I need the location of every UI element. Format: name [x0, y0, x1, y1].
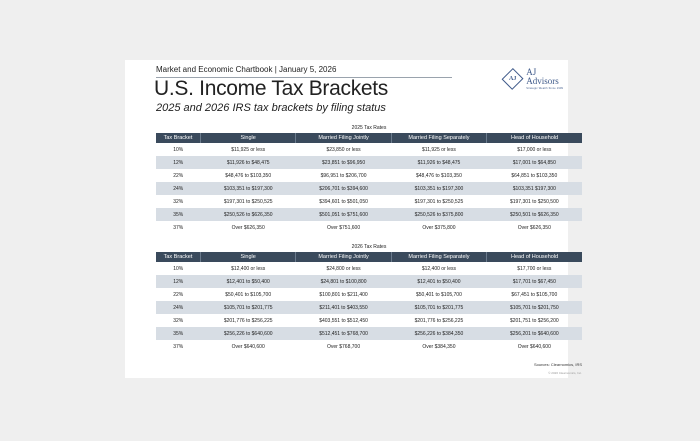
income-range-cell: $256,226 to $384,350 — [391, 327, 486, 340]
col-head-of-household: Head of Household — [487, 252, 582, 262]
income-range-cell: $96,951 to $206,700 — [320, 172, 367, 179]
table-row — [156, 262, 582, 275]
col-married-separately: Married Filing Separately — [391, 133, 486, 143]
table-row — [156, 340, 582, 353]
col-tax-bracket: Tax Bracket — [156, 133, 201, 143]
table-row — [156, 195, 582, 208]
income-range-cell: $12,400 or less — [421, 265, 457, 272]
income-range-cell: $256,201 to $640,600 — [487, 327, 582, 340]
table-row — [156, 208, 582, 221]
income-range-cell: $105,701 to $201,775 — [201, 301, 296, 314]
table-title: 2026 Tax Rates — [351, 244, 387, 250]
bracket-rate-cell: 24% — [156, 301, 201, 314]
table-row — [156, 288, 582, 301]
income-range-cell: $12,401 to $50,400 — [391, 275, 486, 288]
col-head-of-household: Head of Household — [487, 133, 582, 143]
income-range-cell: $50,401 to $105,700 — [415, 291, 462, 298]
income-range-cell: Over $751,600 — [327, 224, 361, 231]
bracket-rate-cell: 24% — [156, 182, 201, 195]
col-tax-bracket: Tax Bracket — [156, 252, 201, 262]
income-range-cell: $105,701 to $201,775 — [391, 301, 486, 314]
table-row — [156, 221, 582, 234]
income-range-cell: $256,226 to $640,600 — [201, 327, 296, 340]
income-range-cell: $250,526 to $375,800 — [391, 208, 486, 221]
income-range-cell: $17,701 to $67,450 — [487, 275, 582, 288]
income-range-cell: $11,926 to $48,475 — [201, 156, 296, 169]
income-range-cell: $206,701 to $394,600 — [296, 182, 391, 195]
bracket-rate-cell: 10% — [173, 146, 184, 153]
income-range-cell: $197,301 to $250,525 — [414, 198, 464, 205]
income-range-cell: $12,401 to $50,400 — [201, 275, 296, 288]
income-range-cell: $17,001 to $64,850 — [487, 156, 582, 169]
bracket-rate-cell: 12% — [156, 156, 201, 169]
income-range-cell: $394,601 to $501,050 — [319, 198, 368, 205]
table-title: 2025 Tax Rates — [351, 125, 387, 131]
income-range-cell: Over $384,350 — [422, 343, 456, 350]
income-range-cell: $24,801 to $100,800 — [296, 275, 391, 288]
income-range-cell: $512,451 to $768,700 — [296, 327, 391, 340]
income-range-cell: $17,000 or less — [517, 146, 552, 153]
bracket-rate-cell: 35% — [156, 327, 201, 340]
income-range-cell: $67,451 to $105,700 — [511, 291, 558, 298]
col-married-separately: Married Filing Separately — [391, 252, 486, 262]
income-range-cell: $23,850 or less — [326, 146, 361, 153]
income-range-cell: $24,800 or less — [326, 265, 361, 272]
income-range-cell: Over $626,350 — [517, 224, 551, 231]
income-range-cell: $17,700 or less — [517, 265, 552, 272]
logo-tagline: Strategic Wealth Since 1999 — [526, 87, 564, 90]
table-header-row — [156, 133, 582, 143]
table-row — [156, 275, 582, 288]
chartbook-page — [125, 60, 582, 378]
bracket-rate-cell: 22% — [173, 291, 184, 298]
income-range-cell: $103,351 to $197,300 — [391, 182, 486, 195]
income-range-cell: $11,925 or less — [231, 146, 266, 153]
income-range-cell: $100,801 to $211,400 — [319, 291, 368, 298]
sources-note: Sources: Clearnomics, IRS — [533, 362, 582, 367]
col-single: Single — [201, 133, 296, 143]
income-range-cell: $250,526 to $626,350 — [201, 208, 296, 221]
income-range-cell: Over $626,350 — [231, 224, 265, 231]
income-range-cell: $103,351 to $197,300 — [201, 182, 296, 195]
tax-table-2026 — [156, 243, 582, 353]
income-range-cell: Over $768,700 — [327, 343, 361, 350]
bracket-rate-cell: 22% — [173, 172, 184, 179]
table-row — [156, 314, 582, 327]
income-range-cell: $48,476 to $103,350 — [415, 172, 462, 179]
income-range-cell: $103,351 $197,300 — [487, 182, 582, 195]
table-row — [156, 301, 582, 314]
copyright-note: © 2026 Clearnomics, Inc. — [548, 371, 582, 375]
income-range-cell: $64,851 to $103,350 — [511, 172, 558, 179]
table-header-row — [156, 252, 582, 262]
logo-name: AJ Advisors — [526, 67, 559, 86]
income-range-cell: $201,751 to $256,200 — [509, 317, 559, 324]
table-row — [156, 169, 582, 182]
income-range-cell: $201,776 to $256,225 — [414, 317, 464, 324]
income-range-cell: Over $640,600 — [231, 343, 265, 350]
bracket-rate-cell: 35% — [156, 208, 201, 221]
income-range-cell: $105,701 to $201,750 — [487, 301, 582, 314]
bracket-rate-cell: 37% — [173, 343, 184, 350]
table-row — [156, 156, 582, 169]
bracket-rate-cell: 32% — [173, 198, 184, 205]
table-row — [156, 327, 582, 340]
income-range-cell: $48,476 to $103,350 — [225, 172, 272, 179]
income-range-cell: $211,401 to $403,550 — [296, 301, 391, 314]
income-range-cell: $50,401 to $105,700 — [225, 291, 272, 298]
income-range-cell: $197,301 to $250,500 — [509, 198, 559, 205]
table-row — [156, 182, 582, 195]
bracket-rate-cell: 10% — [173, 265, 184, 272]
income-range-cell: $501,051 to $751,600 — [296, 208, 391, 221]
income-range-cell: $403,551 to $512,450 — [319, 317, 368, 324]
income-range-cell: $250,501 to $626,350 — [487, 208, 582, 221]
bracket-rate-cell: 32% — [173, 317, 184, 324]
chartbook-header: Market and Economic Chartbook | January 5, 2026 — [156, 65, 337, 74]
bracket-rate-cell: 12% — [156, 275, 201, 288]
tax-table-2025 — [156, 124, 582, 234]
table-row — [156, 143, 582, 156]
col-single: Single — [201, 252, 296, 262]
company-logo — [505, 68, 568, 90]
income-range-cell: $23,851 to $96,950 — [296, 156, 391, 169]
col-married-jointly: Married Filing Jointly — [296, 133, 391, 143]
page-title: U.S. Income Tax Brackets — [154, 77, 389, 100]
page-subtitle: 2025 and 2026 IRS tax brackets by filing status — [156, 102, 386, 114]
income-range-cell: Over $375,800 — [422, 224, 456, 231]
income-range-cell: $12,400 or less — [231, 265, 266, 272]
bracket-rate-cell: 37% — [173, 224, 184, 231]
income-range-cell: Over $640,600 — [517, 343, 551, 350]
income-range-cell: $11,926 to $48,475 — [391, 156, 486, 169]
income-range-cell: $201,776 to $256,225 — [223, 317, 273, 324]
col-married-jointly: Married Filing Jointly — [296, 252, 391, 262]
logo-diamond-icon: AJ — [502, 68, 524, 90]
income-range-cell: $11,925 or less — [422, 146, 456, 153]
income-range-cell: $197,301 to $250,525 — [223, 198, 273, 205]
